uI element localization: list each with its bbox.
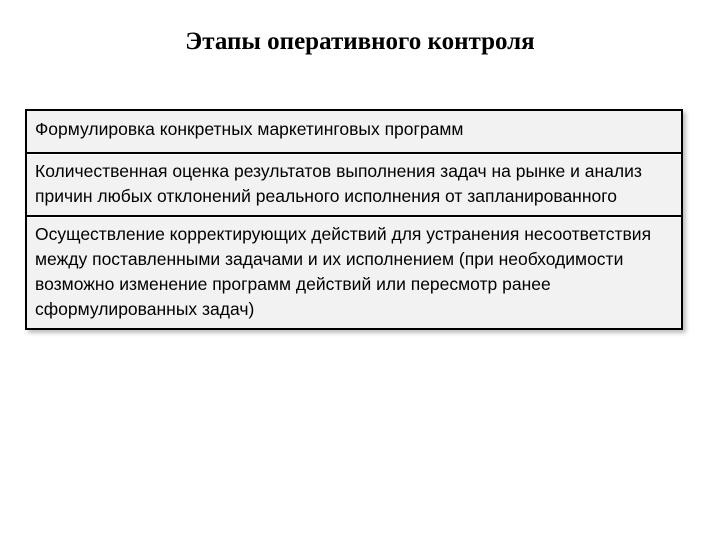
stage-row-1: Формулировка конкретных маркетинговых программ: [35, 119, 464, 139]
stage-row-2: Количественная оценка результатов выполнения задач на рынке и анализ причин любых отклонений реального исполнения от запланированного: [27, 152, 681, 215]
page-title: Этапы оперативного контроля: [185, 28, 535, 55]
control-stages-table: [25, 109, 683, 330]
stage-row-3: Осуществление корректирующих действий для устранения несоответствия между поставленными задачами и их исполнением (при необходимости возможно изменение программ действий или пересмотр ранее сформулированных задач): [27, 215, 681, 328]
